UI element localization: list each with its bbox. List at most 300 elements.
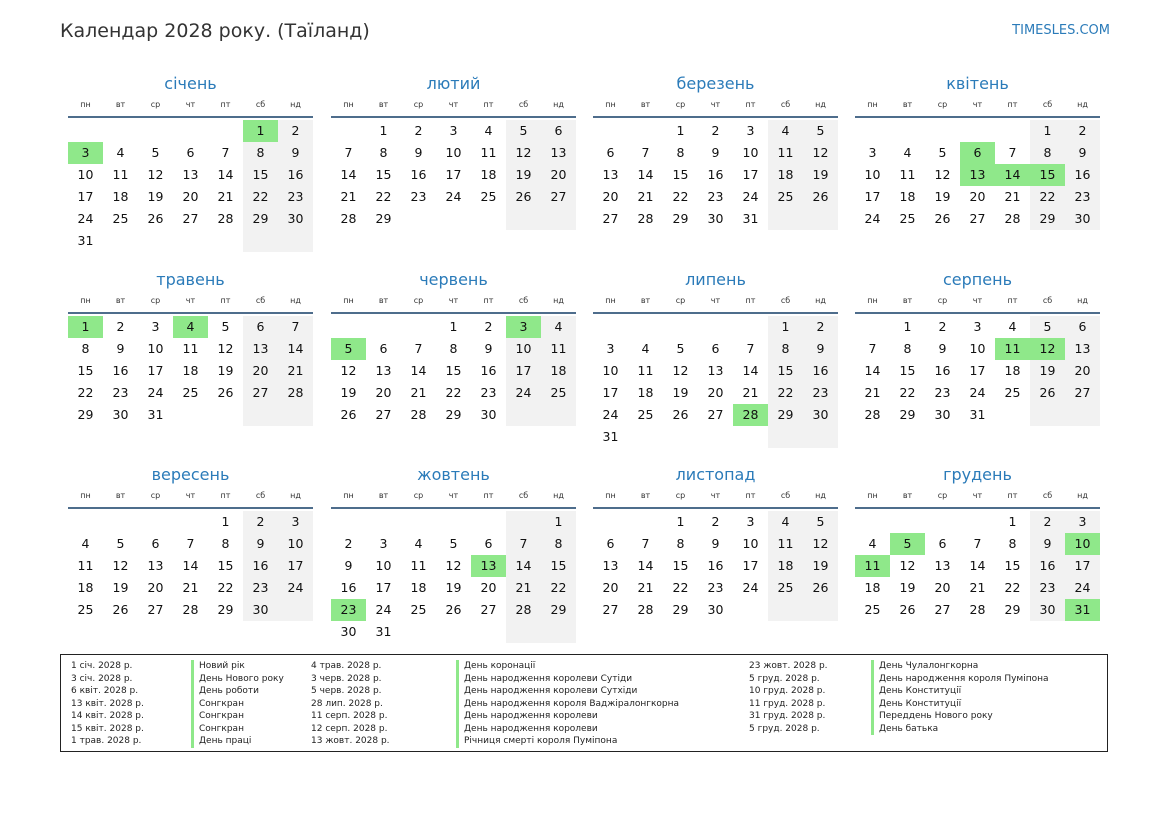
day-cell: 26 <box>672 407 689 422</box>
day-cell: 16 <box>934 363 951 378</box>
day-cell: 11 <box>637 363 654 378</box>
day-cell: 2 <box>711 514 720 529</box>
day-cell: 9 <box>803 338 838 360</box>
day-cell: 3 <box>1065 511 1100 533</box>
day-cell: 16 <box>707 558 724 573</box>
day-cell: 19 <box>803 555 838 577</box>
empty-cell <box>1030 404 1065 426</box>
day-cell: 24 <box>147 385 164 400</box>
holiday-name: Річниця смерті короля Пуміпона <box>456 735 617 748</box>
holiday-date: 15 квіт. 2028 р. <box>71 723 144 734</box>
day-cell: 22 <box>445 385 462 400</box>
day-cell: 9 <box>344 558 353 573</box>
day-cell: 2 <box>414 123 423 138</box>
day-cell: 10 <box>602 363 619 378</box>
weekday-label: нд <box>1077 296 1088 305</box>
weekday-label: вт <box>902 296 913 305</box>
day-cell: 11 <box>899 167 916 182</box>
day-cell: 4 <box>868 536 877 551</box>
day-cell: 19 <box>672 385 689 400</box>
day-cell: 27 <box>182 211 199 226</box>
holiday-day: 15 <box>1030 164 1065 186</box>
month-name: серпень <box>943 270 1012 289</box>
day-cell: 8 <box>81 341 90 356</box>
day-cell: 20 <box>602 189 619 204</box>
empty-cell <box>855 511 890 533</box>
weekday-label: нд <box>1077 491 1088 500</box>
empty-cell <box>663 426 698 448</box>
empty-cell <box>803 426 838 448</box>
days-grid <box>593 120 838 230</box>
day-cell: 14 <box>506 555 541 577</box>
empty-cell <box>925 120 960 142</box>
day-cell: 12 <box>147 167 164 182</box>
day-cell: 10 <box>969 341 986 356</box>
day-cell: 4 <box>641 341 650 356</box>
holiday-name: День Нового року <box>191 673 284 686</box>
day-cell: 8 <box>449 341 458 356</box>
day-cell: 5 <box>676 341 685 356</box>
day-cell: 2 <box>1030 511 1065 533</box>
day-cell: 9 <box>711 145 720 160</box>
weekday-label: вт <box>640 491 651 500</box>
holiday-date: 5 черв. 2028 р. <box>311 686 382 696</box>
weekday-label: пт <box>483 491 494 500</box>
day-cell: 23 <box>1030 577 1065 599</box>
days-grid <box>593 511 838 621</box>
day-cell: 22 <box>541 577 576 599</box>
weekday-label: вт <box>115 100 126 109</box>
day-cell: 23 <box>480 385 497 400</box>
holiday-day: 1 <box>243 120 278 142</box>
day-cell: 16 <box>112 363 129 378</box>
day-cell: 2 <box>484 319 493 334</box>
month-8 <box>855 270 1100 426</box>
day-cell: 1 <box>541 511 576 533</box>
day-cell: 17 <box>445 167 462 182</box>
month-11 <box>593 465 838 621</box>
empty-cell <box>960 511 995 533</box>
day-cell: 19 <box>147 189 164 204</box>
day-cell: 26 <box>112 602 129 617</box>
month-name: червень <box>419 270 488 289</box>
empty-cell <box>768 599 803 621</box>
holiday-date: 11 груд. 2028 р. <box>749 698 826 709</box>
empty-cell <box>628 120 663 142</box>
weekday-label: вт <box>902 491 913 500</box>
weekday-label: пт <box>220 296 231 305</box>
weekday-label: пт <box>1007 491 1018 500</box>
weekday-label: пн <box>867 491 878 500</box>
day-cell: 6 <box>379 341 388 356</box>
empty-cell <box>698 316 733 338</box>
day-cell: 17 <box>742 167 759 182</box>
day-cell: 24 <box>969 385 986 400</box>
day-cell: 29 <box>541 599 576 621</box>
day-cell: 31 <box>969 407 986 422</box>
day-cell: 15 <box>217 558 234 573</box>
day-cell: 11 <box>112 167 129 182</box>
empty-cell <box>401 316 436 338</box>
weekday-label: пн <box>867 296 878 305</box>
empty-cell <box>401 621 436 643</box>
day-cell: 3 <box>449 123 458 138</box>
empty-cell <box>733 426 768 448</box>
day-cell: 27 <box>602 211 619 226</box>
empty-cell <box>243 230 278 252</box>
weekday-label: чт <box>448 491 459 500</box>
day-cell: 27 <box>243 382 278 404</box>
day-cell: 10 <box>742 536 759 551</box>
day-cell: 22 <box>375 189 392 204</box>
day-cell: 28 <box>182 602 199 617</box>
holiday-name: День народження королеви <box>456 723 598 736</box>
day-cell: 25 <box>480 189 497 204</box>
day-cell: 31 <box>147 407 164 422</box>
day-cell: 3 <box>151 319 160 334</box>
weekday-label: нд <box>553 100 564 109</box>
day-cell: 6 <box>606 145 615 160</box>
day-cell: 15 <box>768 360 803 382</box>
day-cell: 17 <box>375 580 392 595</box>
weekday-label: сб <box>780 296 791 305</box>
empty-cell <box>541 208 576 230</box>
days-grid <box>331 511 576 643</box>
holiday-name: День коронації <box>456 660 535 673</box>
day-cell: 2 <box>803 316 838 338</box>
day-cell: 10 <box>506 338 541 360</box>
holiday-day: 1 <box>68 316 103 338</box>
weekday-label: пт <box>220 491 231 500</box>
day-cell: 12 <box>340 363 357 378</box>
day-cell: 22 <box>672 580 689 595</box>
weekday-label: пн <box>605 491 616 500</box>
day-cell: 3 <box>973 319 982 334</box>
weekday-label: нд <box>290 100 301 109</box>
weekday-label: пн <box>605 296 616 305</box>
weekday-label: ср <box>937 100 948 109</box>
day-cell: 8 <box>1008 536 1017 551</box>
empty-cell <box>103 511 138 533</box>
weekday-label: пн <box>343 296 354 305</box>
empty-cell <box>995 404 1030 426</box>
day-cell: 21 <box>864 385 881 400</box>
weekday-label: чт <box>710 491 721 500</box>
day-cell: 29 <box>77 407 94 422</box>
empty-cell <box>278 230 313 252</box>
weekday-label: сб <box>1042 296 1053 305</box>
month-12 <box>855 465 1100 621</box>
weekday-label: нд <box>815 296 826 305</box>
holiday-name: День Конституції <box>871 685 961 698</box>
day-cell: 15 <box>375 167 392 182</box>
day-cell: 19 <box>1030 360 1065 382</box>
day-cell: 16 <box>803 360 838 382</box>
weekday-label: нд <box>290 491 301 500</box>
empty-cell <box>401 511 436 533</box>
day-cell: 30 <box>278 208 313 230</box>
empty-cell <box>628 511 663 533</box>
day-cell: 20 <box>243 360 278 382</box>
day-cell: 20 <box>182 189 199 204</box>
weekday-label: чт <box>185 296 196 305</box>
day-cell: 12 <box>934 167 951 182</box>
day-cell: 8 <box>768 338 803 360</box>
day-cell: 8 <box>541 533 576 555</box>
holiday-day: 5 <box>890 533 925 555</box>
holiday-date: 14 квіт. 2028 р. <box>71 711 144 721</box>
empty-cell <box>208 120 243 142</box>
day-cell: 10 <box>278 533 313 555</box>
empty-cell <box>138 120 173 142</box>
empty-cell <box>103 120 138 142</box>
day-cell: 15 <box>243 164 278 186</box>
day-cell: 17 <box>278 555 313 577</box>
day-cell: 13 <box>182 167 199 182</box>
empty-cell <box>471 511 506 533</box>
day-cell: 1 <box>1008 514 1017 529</box>
day-cell: 16 <box>278 164 313 186</box>
day-cell: 24 <box>445 189 462 204</box>
day-cell: 21 <box>182 580 199 595</box>
day-cell: 27 <box>1065 382 1100 404</box>
day-cell: 5 <box>938 145 947 160</box>
day-cell: 28 <box>969 602 986 617</box>
day-cell: 21 <box>340 189 357 204</box>
day-cell: 22 <box>899 385 916 400</box>
day-cell: 29 <box>672 602 689 617</box>
day-cell: 26 <box>217 385 234 400</box>
day-cell: 17 <box>1065 555 1100 577</box>
empty-cell <box>243 404 278 426</box>
day-cell: 12 <box>899 558 916 573</box>
empty-cell <box>593 316 628 338</box>
weekday-header <box>593 489 838 509</box>
weekday-header <box>855 294 1100 314</box>
holiday-name: День народження короля Пуміпона <box>871 673 1049 686</box>
empty-cell <box>803 599 838 621</box>
day-cell: 24 <box>278 577 313 599</box>
day-cell: 19 <box>934 189 951 204</box>
day-cell: 28 <box>278 382 313 404</box>
empty-cell <box>471 621 506 643</box>
empty-cell <box>733 316 768 338</box>
empty-cell <box>541 404 576 426</box>
day-cell: 7 <box>414 341 423 356</box>
day-cell: 21 <box>637 189 654 204</box>
day-cell: 13 <box>541 142 576 164</box>
day-cell: 8 <box>903 341 912 356</box>
weekday-header <box>331 489 576 509</box>
holiday-name: День праці <box>191 735 251 748</box>
day-cell: 2 <box>116 319 125 334</box>
day-cell: 4 <box>81 536 90 551</box>
day-cell: 11 <box>480 145 497 160</box>
empty-cell <box>733 599 768 621</box>
day-cell: 25 <box>182 385 199 400</box>
day-cell: 13 <box>375 363 392 378</box>
empty-cell <box>593 120 628 142</box>
day-cell: 10 <box>147 341 164 356</box>
days-grid <box>855 511 1100 621</box>
day-cell: 29 <box>217 602 234 617</box>
day-cell: 15 <box>541 555 576 577</box>
day-cell: 5 <box>506 120 541 142</box>
day-cell: 29 <box>243 208 278 230</box>
day-cell: 6 <box>243 316 278 338</box>
weekday-header <box>331 294 576 314</box>
day-cell: 13 <box>147 558 164 573</box>
day-cell: 2 <box>938 319 947 334</box>
holiday-name: День народження королеви Сутхіди <box>456 685 637 698</box>
day-cell: 28 <box>1004 211 1021 226</box>
month-name: грудень <box>943 465 1012 484</box>
holiday-name: День Конституції <box>871 698 961 711</box>
day-cell: 28 <box>637 211 654 226</box>
day-cell: 26 <box>803 186 838 208</box>
weekday-label: ср <box>413 296 424 305</box>
day-cell: 25 <box>112 211 129 226</box>
weekday-label: пн <box>80 100 91 109</box>
days-grid <box>593 316 838 448</box>
holiday-name: День Чулалонгкорна <box>871 660 978 673</box>
empty-cell <box>173 511 208 533</box>
holiday-day: 14 <box>995 164 1030 186</box>
day-cell: 16 <box>243 555 278 577</box>
holiday-day: 6 <box>960 142 995 164</box>
day-cell: 8 <box>676 145 685 160</box>
day-cell: 13 <box>243 338 278 360</box>
day-cell: 6 <box>541 120 576 142</box>
day-cell: 20 <box>541 164 576 186</box>
day-cell: 12 <box>506 142 541 164</box>
empty-cell <box>366 316 401 338</box>
weekday-label: пт <box>1007 296 1018 305</box>
holiday-day: 11 <box>995 338 1030 360</box>
day-cell: 12 <box>672 363 689 378</box>
day-cell: 6 <box>484 536 493 551</box>
holiday-date: 13 квіт. 2028 р. <box>71 698 144 709</box>
day-cell: 1 <box>379 123 388 138</box>
day-cell: 30 <box>707 211 724 226</box>
weekday-label: сб <box>255 296 266 305</box>
day-cell: 23 <box>707 580 724 595</box>
day-cell: 3 <box>746 514 755 529</box>
day-cell: 23 <box>278 186 313 208</box>
days-grid <box>331 316 576 426</box>
days-grid <box>68 120 313 252</box>
day-cell: 8 <box>379 145 388 160</box>
empty-cell <box>401 208 436 230</box>
holiday-date: 13 жовт. 2028 р. <box>311 736 390 746</box>
month-6 <box>331 270 576 426</box>
month-9 <box>68 465 313 621</box>
month-10 <box>331 465 576 643</box>
empty-cell <box>855 120 890 142</box>
day-cell: 19 <box>899 580 916 595</box>
holiday-day: 3 <box>68 142 103 164</box>
day-cell: 14 <box>278 338 313 360</box>
day-cell: 9 <box>1030 533 1065 555</box>
weekday-label: чт <box>185 491 196 500</box>
day-cell: 9 <box>243 533 278 555</box>
day-cell: 7 <box>1008 145 1017 160</box>
days-grid <box>68 316 313 426</box>
day-cell: 30 <box>1030 599 1065 621</box>
weekday-label: сб <box>518 296 529 305</box>
day-cell: 12 <box>803 533 838 555</box>
day-cell: 30 <box>480 407 497 422</box>
day-cell: 21 <box>217 189 234 204</box>
day-cell: 16 <box>480 363 497 378</box>
day-cell: 4 <box>1008 319 1017 334</box>
holiday-name: День народження короля Ваджіралонгкорна <box>456 698 679 711</box>
day-cell: 23 <box>934 385 951 400</box>
day-cell: 28 <box>217 211 234 226</box>
weekday-label: чт <box>185 100 196 109</box>
day-cell: 27 <box>147 602 164 617</box>
empty-cell <box>138 511 173 533</box>
day-cell: 18 <box>768 164 803 186</box>
weekday-label: ср <box>150 296 161 305</box>
day-cell: 14 <box>637 167 654 182</box>
day-cell: 3 <box>606 341 615 356</box>
holiday-day: 11 <box>855 555 890 577</box>
month-5 <box>68 270 313 426</box>
day-cell: 27 <box>375 407 392 422</box>
day-cell: 22 <box>217 580 234 595</box>
weekday-label: пт <box>1007 100 1018 109</box>
day-cell: 3 <box>746 123 755 138</box>
day-cell: 29 <box>672 211 689 226</box>
weekday-label: пт <box>745 491 756 500</box>
weekday-label: чт <box>448 100 459 109</box>
day-cell: 11 <box>77 558 94 573</box>
day-cell: 7 <box>868 341 877 356</box>
weekday-label: ср <box>937 491 948 500</box>
empty-cell <box>541 621 576 643</box>
day-cell: 5 <box>1030 316 1065 338</box>
day-cell: 1 <box>221 514 230 529</box>
day-cell: 27 <box>602 602 619 617</box>
day-cell: 21 <box>278 360 313 382</box>
day-cell: 24 <box>506 382 541 404</box>
day-cell: 9 <box>484 341 493 356</box>
weekday-label: ср <box>413 491 424 500</box>
day-cell: 10 <box>864 167 881 182</box>
day-cell: 11 <box>182 341 199 356</box>
holiday-name: Сонгкран <box>191 723 244 736</box>
site-link[interactable]: TIMESLES.COM <box>1012 23 1110 38</box>
month-name: жовтень <box>417 465 490 484</box>
empty-cell <box>68 511 103 533</box>
weekday-label: сб <box>518 491 529 500</box>
days-grid <box>855 316 1100 426</box>
weekday-label: пт <box>483 296 494 305</box>
holiday-date: 23 жовт. 2028 р. <box>749 661 828 671</box>
day-cell: 20 <box>707 385 724 400</box>
month-name: травень <box>156 270 225 289</box>
day-cell: 14 <box>410 363 427 378</box>
day-cell: 6 <box>938 536 947 551</box>
holiday-name: Сонгкран <box>191 710 244 723</box>
day-cell: 12 <box>803 142 838 164</box>
day-cell: 20 <box>969 189 986 204</box>
weekday-label: сб <box>518 100 529 109</box>
holiday-date: 31 груд. 2028 р. <box>749 711 826 721</box>
empty-cell <box>506 511 541 533</box>
holiday-date: 10 груд. 2028 р. <box>749 686 826 696</box>
